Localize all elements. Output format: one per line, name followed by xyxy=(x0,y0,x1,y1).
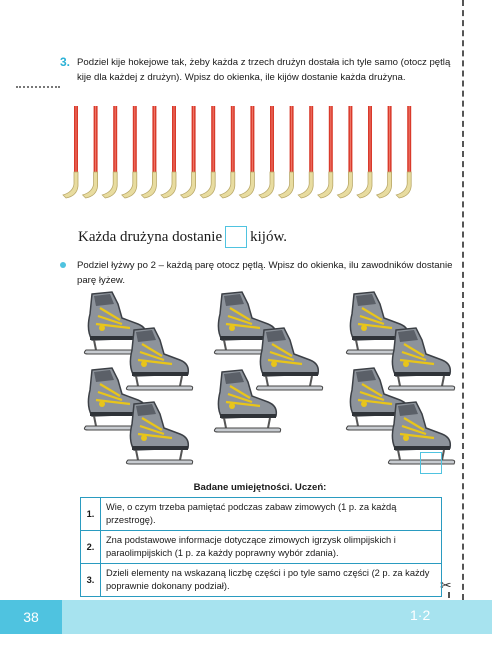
scissors-icon: ✂ xyxy=(440,578,452,594)
row-number: 3. xyxy=(81,564,101,597)
hockey-stick xyxy=(161,106,176,198)
task-instruction: Podziel kije hokejowe tak, żeby każda z trzech drużyn dostała ich tyle samo (otocz pętlą kije dla każdej z drużyn). Wpisz do okienka, ile kijów dostanie każda drużyna. xyxy=(77,57,451,83)
ice-skate xyxy=(382,400,456,470)
cut-line xyxy=(462,0,464,600)
table-row xyxy=(81,564,442,597)
skates-instruction: Podziel łyżwy po 2 – każdą parę otocz pętlą. Wpisz do okienka, ilu zawodników dostanie parę łyżew. xyxy=(77,260,453,286)
hockey-stick xyxy=(181,106,196,198)
hockey-stick xyxy=(279,106,294,198)
hockey-stick xyxy=(396,106,411,198)
skates-answer-box[interactable] xyxy=(420,452,442,474)
row-number: 2. xyxy=(81,531,101,564)
hockey-stick xyxy=(318,106,333,198)
skills-table xyxy=(80,497,442,597)
hockey-stick xyxy=(259,106,274,198)
table-row xyxy=(81,531,442,564)
answer-suffix: kijów. xyxy=(250,228,288,245)
task-bullet xyxy=(60,262,66,268)
ice-skate xyxy=(208,368,282,438)
task-number: 3. xyxy=(60,55,71,69)
answer-prefix: Każda drużyna dostanie xyxy=(78,228,223,245)
hockey-stick xyxy=(357,106,372,198)
dotted-margin-line xyxy=(16,86,60,88)
footer-mark: 1·2 xyxy=(410,607,431,623)
hockey-stick xyxy=(239,106,254,198)
hockey-stick xyxy=(298,106,313,198)
answer-sentence xyxy=(78,226,287,248)
hockey-sticks xyxy=(60,106,430,202)
hockey-stick xyxy=(377,106,392,198)
row-text: Zna podstawowe informacje dotyczące zimowych igrzysk olimpijskich i paraolimpijskich (1 p. za każdy poprawny wybór zdania). xyxy=(101,531,442,564)
table-row xyxy=(81,498,442,531)
hockey-stick xyxy=(83,106,98,198)
hockey-stick xyxy=(122,106,137,198)
hockey-stick xyxy=(337,106,352,198)
hockey-stick xyxy=(200,106,215,198)
hockey-stick xyxy=(220,106,235,198)
skills-title: Badane umiejętności. Uczeń: xyxy=(193,482,327,493)
hockey-stick xyxy=(63,106,78,198)
row-text: Dzieli elementy na wskazaną liczbę części i po tyle samo części (2 p. za każdy poprawnie dokonany podział). xyxy=(101,564,442,597)
row-number: 1. xyxy=(81,498,101,531)
hockey-stick xyxy=(102,106,117,198)
row-text: Wie, o czym trzeba pamiętać podczas zabaw zimowych (1 p. za każdą przestrogę). xyxy=(101,498,442,531)
page-number: 38 xyxy=(0,600,62,634)
ice-skate xyxy=(120,400,194,470)
sticks-answer-box[interactable] xyxy=(225,226,247,248)
hockey-stick xyxy=(141,106,156,198)
